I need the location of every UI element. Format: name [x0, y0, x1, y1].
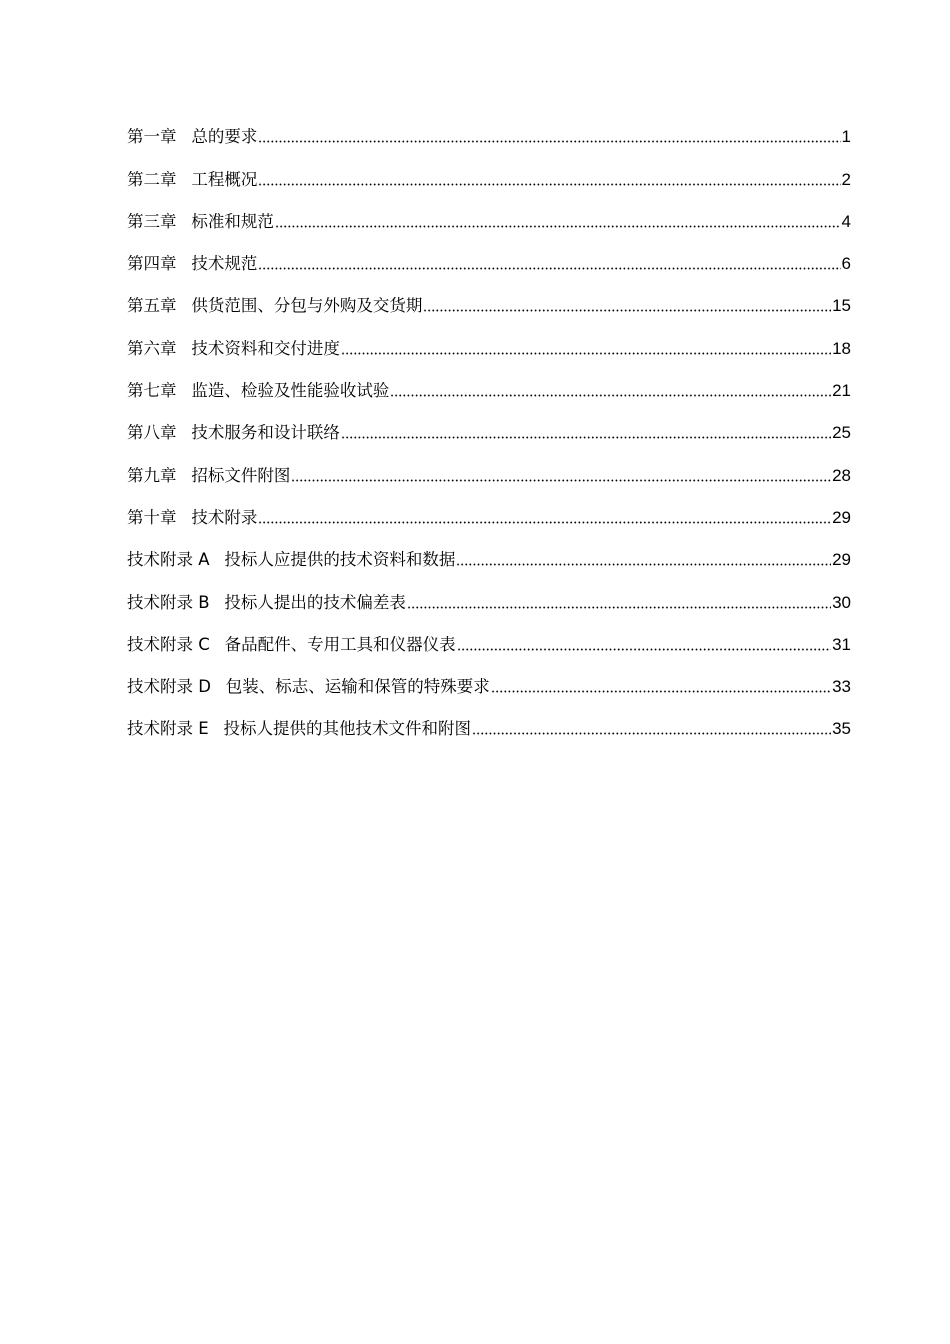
toc-page-number: 21 [832, 381, 851, 401]
toc-page-number: 2 [841, 169, 851, 189]
toc-entry-appendix-c[interactable] [127, 618, 851, 660]
toc-entry-label: 第十章 [127, 507, 177, 527]
toc-page-number: 28 [832, 465, 851, 485]
toc-entry-text: 技术服务和设计联络 [191, 423, 340, 443]
toc-entry-title [127, 376, 389, 406]
toc-entry-text: 供货范围、分包与外购及交货期 [191, 296, 423, 316]
dot-leader [491, 685, 831, 693]
toc-entry-title [127, 503, 257, 533]
toc-page-number: 4 [841, 211, 851, 231]
toc-entry-chapter-4[interactable] [127, 237, 851, 279]
toc-entry-text: 监造、检验及性能验收试验 [191, 381, 390, 401]
dot-leader [275, 220, 841, 228]
toc-page-number: 6 [841, 254, 851, 274]
toc-entry-label: 第二章 [127, 169, 177, 189]
toc-entry-appendix-a[interactable] [127, 533, 851, 575]
toc-entry-text: 标准和规范 [191, 211, 274, 231]
toc-entry-label: 技术附录 C [127, 634, 210, 654]
dot-leader [457, 643, 831, 651]
toc-entry-text: 投标人提出的技术偏差表 [224, 592, 406, 612]
toc-entry-text: 总的要求 [191, 127, 258, 147]
toc-entry-text: 投标人应提供的技术资料和数据 [224, 550, 456, 570]
dot-leader [390, 389, 831, 397]
toc-page-number: 29 [832, 550, 851, 570]
toc-entry-text: 工程概况 [191, 169, 258, 189]
toc-entry-chapter-6[interactable] [127, 321, 851, 363]
toc-entry-chapter-9[interactable] [127, 448, 851, 490]
dot-leader [291, 474, 831, 482]
toc-page-number: 33 [832, 677, 851, 697]
toc-entry-chapter-7[interactable] [127, 364, 851, 406]
toc-entry-title [127, 334, 340, 364]
dot-leader [407, 601, 831, 609]
dot-leader [258, 516, 831, 524]
toc-entry-title [127, 461, 290, 491]
toc-entry-label: 技术附录 E [127, 719, 209, 739]
toc-entry-chapter-1[interactable] [127, 110, 851, 152]
table-of-contents [127, 110, 851, 744]
toc-entry-title [127, 249, 257, 279]
toc-entry-chapter-5[interactable] [127, 279, 851, 321]
dot-leader [341, 347, 831, 355]
toc-entry-chapter-3[interactable] [127, 195, 851, 237]
toc-page-number: 18 [832, 338, 851, 358]
toc-entry-title [127, 418, 340, 448]
toc-page-number: 15 [832, 296, 851, 316]
toc-entry-title [127, 588, 406, 618]
dot-leader [258, 178, 840, 186]
dot-leader [341, 431, 831, 439]
toc-entry-title [127, 122, 257, 152]
toc-entry-chapter-2[interactable] [127, 152, 851, 194]
toc-entry-label: 第三章 [127, 211, 177, 231]
toc-page-number: 31 [832, 634, 851, 654]
toc-entry-title [127, 672, 490, 702]
toc-entry-appendix-d[interactable] [127, 660, 851, 702]
toc-page-number: 1 [841, 127, 851, 147]
toc-page-number: 25 [832, 423, 851, 443]
toc-entry-text: 技术规范 [191, 254, 258, 274]
toc-entry-chapter-8[interactable] [127, 406, 851, 448]
toc-entry-label: 技术附录 D [127, 677, 211, 697]
toc-entry-appendix-b[interactable] [127, 575, 851, 617]
toc-entry-label: 第五章 [127, 296, 177, 316]
toc-entry-label: 第八章 [127, 423, 177, 443]
toc-entry-title [127, 630, 456, 660]
toc-entry-text: 技术附录 [191, 507, 258, 527]
toc-entry-label: 技术附录 B [127, 592, 210, 612]
toc-entry-label: 第九章 [127, 465, 177, 485]
dot-leader [456, 558, 831, 566]
dot-leader [472, 727, 831, 735]
toc-entry-label: 第一章 [127, 127, 177, 147]
dot-leader [423, 304, 831, 312]
toc-page-number: 35 [832, 719, 851, 739]
toc-page-number: 29 [832, 507, 851, 527]
toc-entry-text: 包装、标志、运输和保管的特殊要求 [225, 677, 490, 697]
toc-entry-label: 第七章 [127, 381, 177, 401]
toc-entry-appendix-e[interactable] [127, 702, 851, 744]
toc-entry-label: 第四章 [127, 254, 177, 274]
toc-entry-label: 技术附录 A [127, 550, 210, 570]
toc-entry-title [127, 165, 257, 195]
toc-entry-label: 第六章 [127, 338, 177, 358]
toc-entry-title [127, 291, 422, 321]
toc-entry-chapter-10[interactable] [127, 491, 851, 533]
toc-entry-text: 招标文件附图 [191, 465, 291, 485]
dot-leader [258, 135, 840, 143]
toc-entry-title [127, 545, 455, 575]
toc-entry-title [127, 207, 274, 237]
dot-leader [258, 262, 840, 270]
toc-entry-text: 技术资料和交付进度 [191, 338, 340, 358]
toc-page-number: 30 [832, 592, 851, 612]
toc-entry-title [127, 714, 471, 744]
toc-entry-text: 投标人提供的其他技术文件和附图 [223, 719, 472, 739]
toc-entry-text: 备品配件、专用工具和仪器仪表 [224, 634, 456, 654]
